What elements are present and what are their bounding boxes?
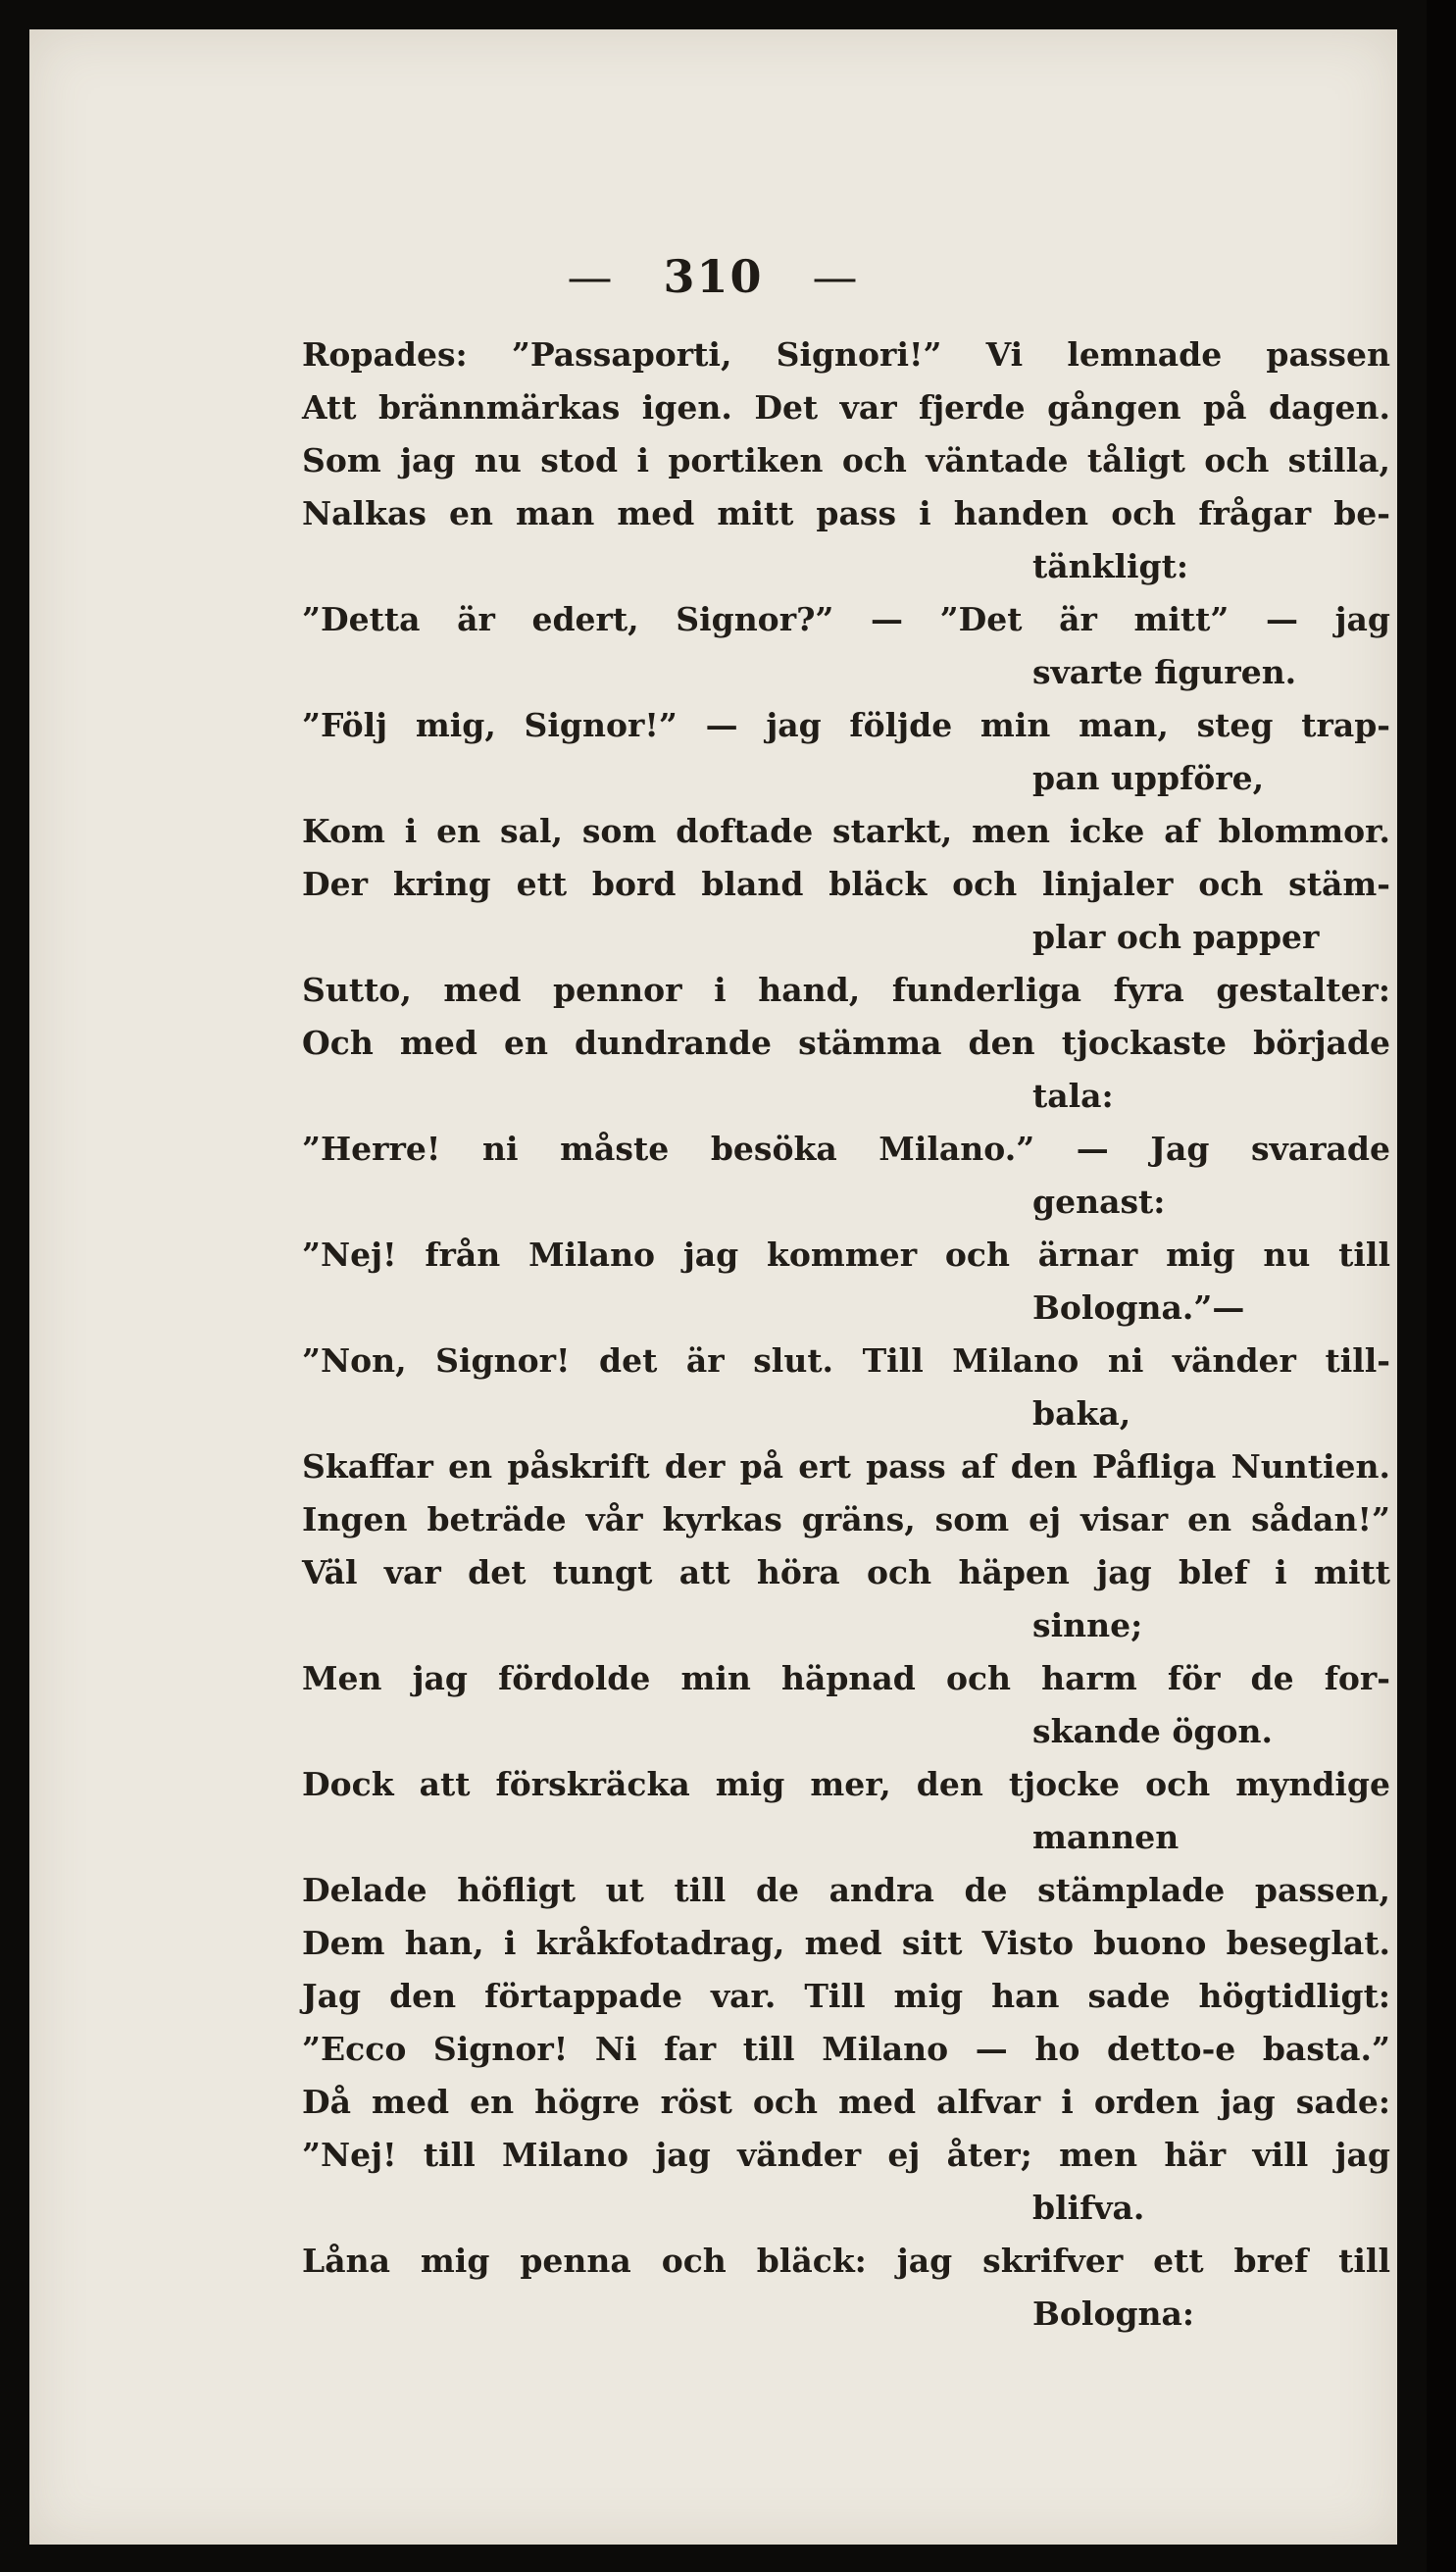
text-line: mannen [1032,1818,1180,1856]
text-line: tala: [1032,1077,1114,1115]
text-line: Som jag nu stod i portiken och väntade tåligt och stilla, [302,441,1390,479]
text-line: Der kring ett bord bland bläck och linjaler och stäm- [302,865,1390,903]
text-line: blifva. [1032,2189,1145,2227]
text-line: Bologna.”— [1032,1288,1245,1327]
poem-text [302,328,1390,2341]
text-line: Att brännmärkas igen. Det var fjerde gången på dagen. [302,388,1390,427]
text-line: Delade höfligt ut till de andra de stämplade passen, [302,1871,1390,1909]
text-line: Dem han, i kråkfotadrag, med sitt Visto buono beseglat. [302,1924,1390,1962]
text-line: Sutto, med pennor i hand, funderliga fyra gestalter: [302,971,1390,1009]
text-line: svarte figuren. [1032,653,1297,691]
text-line: ”Nej! till Milano jag vänder ej åter; men här vill jag [302,2136,1390,2174]
text-line: Då med en högre röst och med alfvar i orden jag sade: [302,2083,1390,2121]
text-line: ”Non, Signor! det är slut. Till Milano ni vänder till- [302,1341,1390,1380]
text-line: pan uppföre, [1032,759,1265,797]
header-dash-right: — [812,250,860,303]
text-line: tänkligt: [1032,547,1189,585]
header-dash-left: — [567,250,615,303]
page-edge-shadow [1427,0,1456,2572]
text-line: Kom i en sal, som doftade starkt, men icke af blommor. [302,812,1390,850]
text-line: skande ögon. [1032,1712,1273,1750]
text-line: ”Detta är edert, Signor?” — ”Det är mitt” — jag [302,600,1390,638]
text-line: ”Följ mig, Signor!” — jag följde min man, steg trap- [302,706,1390,744]
text-line: Bologna: [1032,2295,1195,2333]
text-line: ”Nej! från Milano jag kommer och ärnar mig nu till [302,1236,1390,1274]
text-line: sinne; [1032,1606,1143,1644]
text-line: ”Ecco Signor! Ni far till Milano — ho detto-e basta.” [302,2030,1390,2068]
book-page [29,29,1397,2545]
text-line: Väl var det tungt att höra och häpen jag blef i mitt [302,1553,1390,1591]
page-header [29,250,1397,303]
text-line: Nalkas en man med mitt pass i handen och frågar be- [302,494,1390,532]
text-line: plar och papper [1032,918,1320,956]
text-line: Jag den förtappade var. Till mig han sade högtidligt: [302,1977,1390,2015]
page-number: 310 [663,250,764,303]
text-line: genast: [1032,1183,1166,1221]
text-line: Och med en dundrande stämma den tjockaste började [302,1024,1390,1062]
text-line: baka, [1032,1394,1131,1433]
text-line: Skaffar en påskrift der på ert pass af den Påfliga Nuntien. [302,1447,1390,1486]
text-line: Dock att förskräcka mig mer, den tjocke och myndige [302,1765,1390,1803]
text-line: Låna mig penna och bläck: jag skrifver ett bref till [302,2242,1390,2280]
text-line: ”Herre! ni måste besöka Milano.” — Jag svarade [302,1130,1390,1168]
text-line: Ingen beträde vår kyrkas gräns, som ej visar en sådan!” [302,1500,1390,1538]
text-line: Men jag fördolde min häpnad och harm för de for- [302,1659,1390,1697]
text-line: Ropades: ”Passaporti, Signori!” Vi lemnade passen [302,335,1390,374]
